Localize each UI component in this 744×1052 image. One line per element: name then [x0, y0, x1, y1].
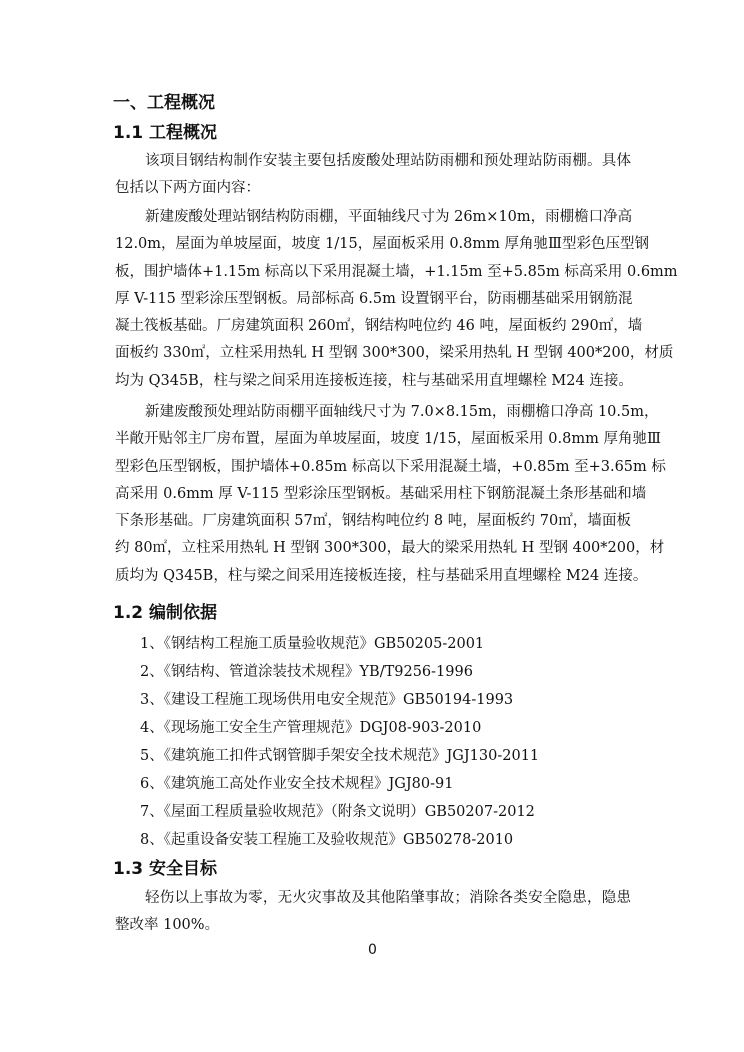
text-line: 约 80㎡，立柱采用热轧 H 型钢 300*300，最大的梁采用热轧 H 型钢 400*200，材: [115, 540, 665, 557]
paragraph-safety-goal: [115, 885, 631, 940]
paragraph-scope: [115, 148, 631, 203]
text-line: 轻伤以上事故为零，无火灾事故及其他陷肇事故；消除各类安全隐患，隐患: [145, 890, 631, 906]
text-line: 12.0m，屋面为单坡屋面，坡度 1/15，屋面板采用 0.8mm 厚角驰Ⅲ型彩色压型钢: [115, 236, 649, 253]
text-line: 凝土筏板基础。厂房建筑面积 260㎡，钢结构吨位约 46 吨，屋面板约 290㎡，墙: [115, 318, 643, 335]
chapter-heading: 一、工程概况: [113, 93, 215, 113]
text-line: 包括以下两方面内容：: [115, 180, 260, 197]
section-heading-1-1: 1.1 工程概况: [113, 123, 218, 143]
reference-item: 2、《钢结构、管道涂装技术规程》YB/T9256-1996: [140, 664, 473, 680]
page-number: 0: [368, 942, 377, 958]
text-line: 新建废酸处理站钢结构防雨棚，平面轴线尺寸为 26m×10m，雨棚檐口净高: [145, 209, 633, 225]
reference-item: 6、《建筑施工高处作业安全技术规程》JGJ80-91: [140, 776, 454, 792]
section-heading-1-3: 1.3 安全目标: [113, 859, 218, 879]
text-line: 新建废酸预处理站防雨棚平面轴线尺寸为 7.0×8.15m，雨棚檐口净高 10.5m，: [145, 404, 659, 420]
paragraph-pretreatment-station: [115, 399, 666, 590]
reference-item: 1、《钢结构工程施工质量验收规范》GB50205-2001: [140, 636, 485, 652]
paragraph-acid-station: [115, 204, 678, 395]
text-line: 型彩色压型钢板，围护墙体+0.85m 标高以下采用混凝土墙，+0.85m 至+3.65m 标: [115, 458, 666, 475]
text-line: 板，围护墙体+1.15m 标高以下采用混凝土墙，+1.15m 至+5.85m 标高采用 0.6mm: [115, 263, 678, 280]
text-line: 质均为 Q345B，柱与梁之间采用连接板连接，柱与基础采用直埋螺栓 M24 连接。: [115, 567, 648, 584]
text-line: 半敞开贴邻主厂房布置，屋面为单坡屋面，坡度 1/15，屋面板采用 0.8mm 厚角驰Ⅲ: [115, 431, 661, 448]
reference-item: 3、《建设工程施工现场供用电安全规范》GB50194-1993: [140, 692, 514, 708]
text-line: 下条形基础。厂房建筑面积 57㎡，钢结构吨位约 8 吨，屋面板约 70㎡，墙面板: [115, 513, 631, 530]
reference-item: 8、《起重设备安装工程施工及验收规范》GB50278-2010: [140, 832, 514, 848]
text-line: 厚 V-115 型彩涂压型钢板。局部标高 6.5m 设置钢平台，防雨棚基础采用钢筋混: [115, 290, 633, 307]
text-line: 均为 Q345B，柱与梁之间采用连接板连接，柱与基础采用直埋螺栓 M24 连接。: [115, 372, 633, 389]
section-heading-1-2: 1.2 编制依据: [113, 603, 218, 623]
text-line: 高采用 0.6mm 厚 V-115 型彩涂压型钢板。基础采用柱下钢筋混凝土条形基础和墙: [115, 485, 647, 502]
text-line: 该项目钢结构制作安装主要包括废酸处理站防雨棚和预处理站防雨棚。具体: [145, 153, 631, 169]
text-line: 整改率 100%。: [115, 917, 220, 934]
reference-item: 5、《建筑施工扣件式钢管脚手架安全技术规范》JGJ130-2011: [140, 748, 540, 764]
reference-item: 7、《屋面工程质量验收规范》（附条文说明）GB50207-2012: [140, 804, 535, 820]
reference-item: 4、《现场施工安全生产管理规范》DGJ08-903-2010: [140, 720, 482, 736]
text-line: 面板约 330㎡，立柱采用热轧 H 型钢 300*300，梁采用热轧 H 型钢 400*200，材质: [115, 345, 674, 362]
